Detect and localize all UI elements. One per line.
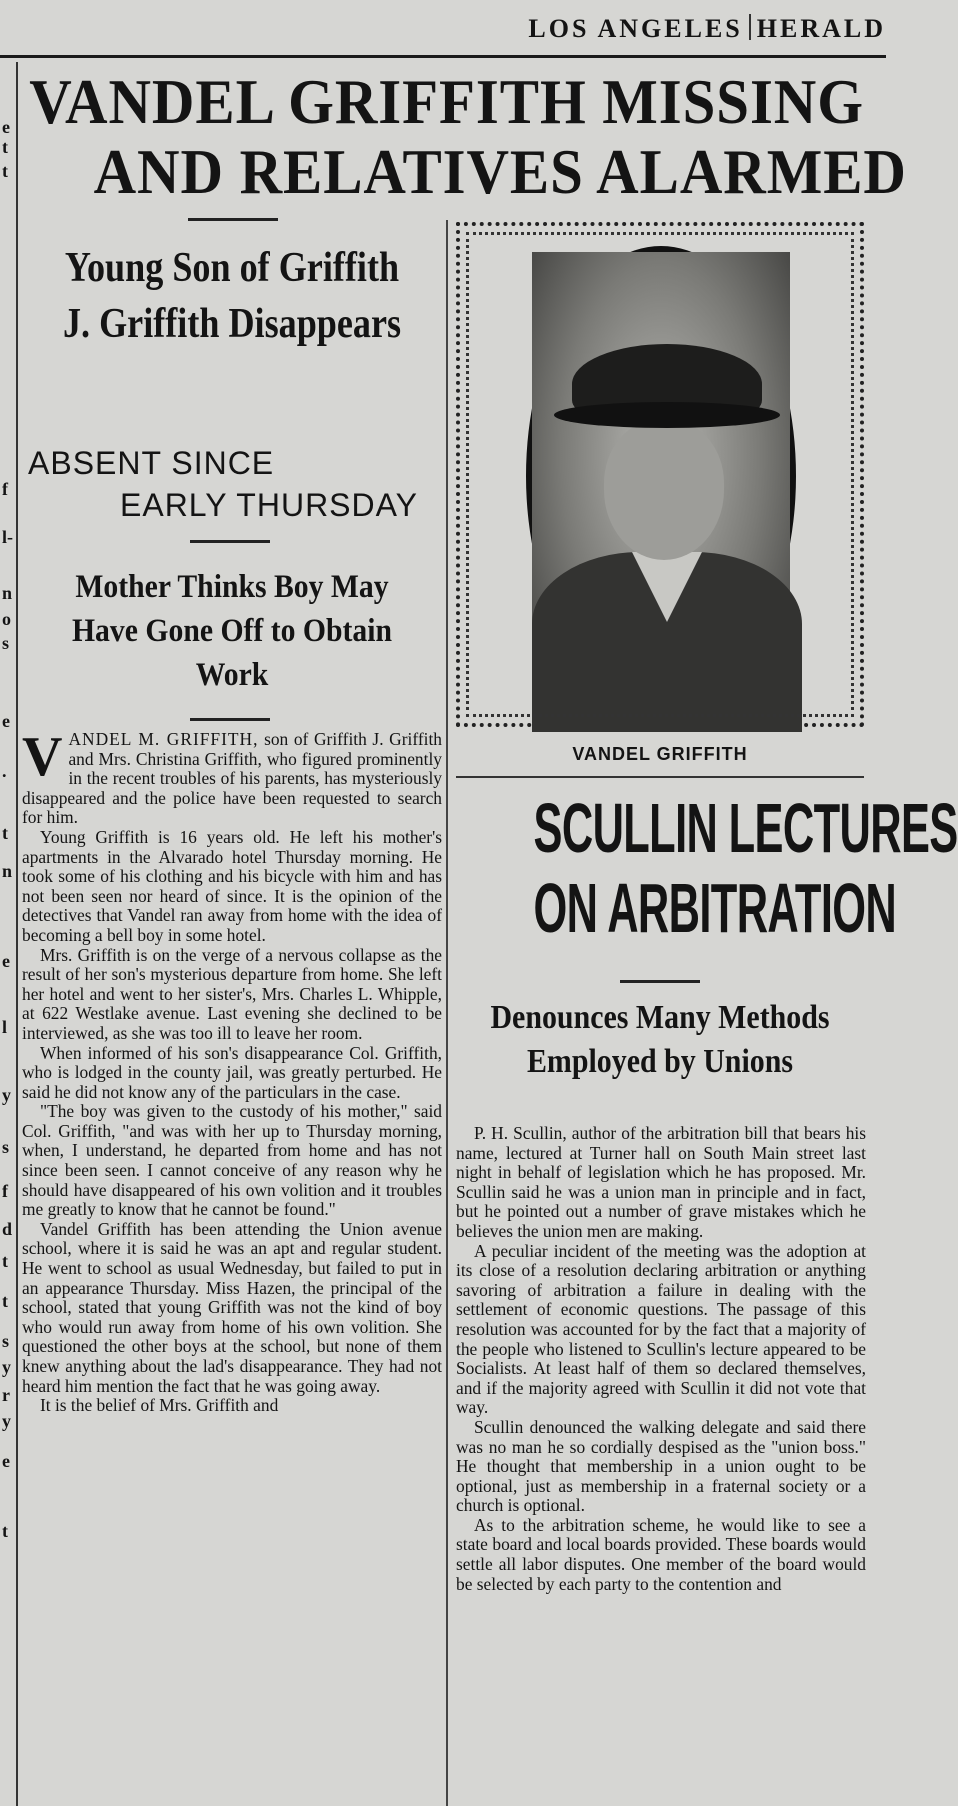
scullin-paragraph-1: P. H. Scullin, author of the arbitration bill that bears his name, lectured at Turner hall on South Main street last night in behalf of legislation which he has proposed. Mr. Scullin said he was a union man in principle and in fact, but he pointed out a number of grave mistakes which he believes the union men are making. <box>456 1123 866 1241</box>
margin-fragment: n <box>2 583 13 603</box>
portrait-caption: VANDEL GRIFFITH <box>572 744 748 764</box>
masthead-separator <box>749 14 751 40</box>
portrait-face <box>604 420 724 560</box>
scullin-headline-line-2: ON ARBITRATION <box>533 869 897 947</box>
portrait-photo <box>526 246 796 706</box>
lead-in: ANDEL M. GRIFFITH, <box>68 729 259 749</box>
margin-fragment: t <box>2 1521 8 1541</box>
headline-rule <box>188 218 278 221</box>
margin-fragment: s <box>2 1137 10 1157</box>
headline-line-1: VANDEL GRIFFITH MISSING <box>29 66 864 137</box>
portrait-hat <box>572 344 762 424</box>
scullin-deck: Denounces Many Methods Employed by Unions <box>490 999 830 1080</box>
margin-fragment: y <box>2 1411 11 1431</box>
paragraph-7: It is the belief of Mrs. Griffith and <box>40 1395 279 1416</box>
margin-fragment: e <box>2 1451 10 1471</box>
scullin-paragraph-3: Scullin denounced the walking delegate and said there was no man he so cordially despised as the "union boss." He thought that membership in a union ought to be optional, just as membership in a fraternal society or a church is optional. <box>456 1416 866 1516</box>
scullin-headline <box>533 788 958 948</box>
margin-fragment: t <box>2 161 8 181</box>
margin-fragment: e <box>2 951 10 971</box>
margin-fragment: d <box>2 1219 13 1239</box>
margin-fragment: t <box>2 1291 8 1311</box>
scullin-paragraph-2: A peculiar incident of the meeting was the adoption at its close of a resolution declaring arbitration or anything savoring of arbitration a failure in dealing with the settlement of economic questions. The passage of this resolution was accounted for by the fact that a majority of the people who listened to Scullin's lecture appeared to be Socialists. At least half of them so declared themselves, and if the majority agreed with Scullin it did not vote that way. <box>456 1240 866 1418</box>
scullin-article-body <box>456 1124 866 1594</box>
paper-name-left: LOS ANGELES <box>528 14 743 43</box>
paragraph-4: When informed of his son's disappearance Col. Griffith, who is lodged in the county jail, was greatly perturbed. He said he did not know any of the particulars in the case. <box>22 1042 442 1102</box>
deck-absent-line-1: ABSENT SINCE <box>28 445 275 481</box>
margin-fragment: t <box>2 137 8 157</box>
caption-rule <box>456 776 864 778</box>
paragraph-1 <box>22 726 442 828</box>
margin-fragment: e <box>2 117 10 137</box>
column-divider <box>446 220 448 1806</box>
deck-absent-line-2: EARLY THURSDAY <box>120 487 418 523</box>
margin-fragment: . <box>2 761 7 781</box>
masthead <box>0 0 886 58</box>
portrait-frame <box>456 222 864 727</box>
portrait-coat <box>532 552 802 732</box>
deck-young-son: Young Son of Griffith J. Griffith Disappears <box>62 245 402 347</box>
margin-fragment: t <box>2 1251 8 1271</box>
drop-cap: V <box>22 726 63 788</box>
margin-fragment: t <box>2 823 8 843</box>
margin-fragment: l- <box>2 527 13 547</box>
paragraph-6: Vandel Griffith has been attending the Union avenue school, where it is said he was an apt and regular student. He went to school as usual Wednesday, but failed to put in an appearance Thursday. Miss Hazen, the principal of the school, stated that young Griffith was not the kind of boy who would run away from home of his own volition. She questioned the other boys at the school, but none of them knew anything about the lad's disappearance. They had not heard him mention the fact that he was going away. <box>22 1218 442 1396</box>
margin-fragment: y <box>2 1357 11 1377</box>
paragraph-1-text: son of Griffith J. Griffith and Mrs. Christina Griffith, who figured prominently in the recent troubles of his parents, has mysteriously disappeared and the police have been requested to search for him. <box>22 729 442 828</box>
paper-name-right: HERALD <box>756 14 886 43</box>
paragraph-3: Mrs. Griffith is on the verge of a nervous collapse as the result of her son's mysterious departure from home. She left her hotel and went to her sister's, Mrs. Charles L. Whipple, at 622 Westlake avenue. Last evening she declined to be interviewed, as she was too ill to leave her room. <box>22 944 442 1043</box>
margin-fragment: r <box>2 1385 10 1405</box>
paragraph-5: "The boy was given to the custody of his mother," said Col. Griffith, "and was with her up to Thursday morning, when, I understand, he departed from home and has not since been seen. I cannot conceive of any reason why he should have disappeared of his own volition and it troubles me greatly to know that he cannot be found." <box>22 1101 442 1220</box>
margin-fragment: s <box>2 1331 10 1351</box>
margin-fragment: e <box>2 711 10 731</box>
margin-fragment: f <box>2 479 8 499</box>
margin-fragment: l <box>2 1017 8 1037</box>
portrait-hat-brim <box>554 402 780 428</box>
portrait-collar <box>632 552 702 622</box>
deck-rule-1 <box>190 540 270 543</box>
scullin-rule <box>620 980 700 983</box>
left-margin-column <box>0 62 18 1806</box>
margin-fragment: f <box>2 1181 8 1201</box>
scullin-paragraph-4: As to the arbitration scheme, he would like to see a state board and local boards provided. These boards would settle all labor disputes. One member of the board would be selected by each party to the contention and <box>456 1514 866 1594</box>
deck-mother-thinks: Mother Thinks Boy May Have Gone Off to Obtain Work <box>71 569 393 693</box>
deck-absent-since <box>22 442 442 526</box>
paragraph-2: Young Griffith is 16 years old. He left his mother's apartments in the Alvarado hotel Thursday morning. He took some of his clothing and his bicycle with him and has not been seen nor heard of since. It is the opinion of the detectives that Vandel ran away from home with the idea of becoming a bell boy in some hotel. <box>22 826 442 945</box>
margin-fragment: n <box>2 861 13 881</box>
deck-rule-2 <box>190 718 270 721</box>
headline-line-2: AND RELATIVES ALARMED <box>93 136 907 207</box>
griffith-article-body <box>22 726 442 1416</box>
margin-fragment: o <box>2 609 11 629</box>
scullin-headline-line-1: SCULLIN LECTURES <box>533 789 958 867</box>
margin-fragment: y <box>2 1085 11 1105</box>
paper-name <box>528 14 886 44</box>
margin-fragment: s <box>2 633 10 653</box>
